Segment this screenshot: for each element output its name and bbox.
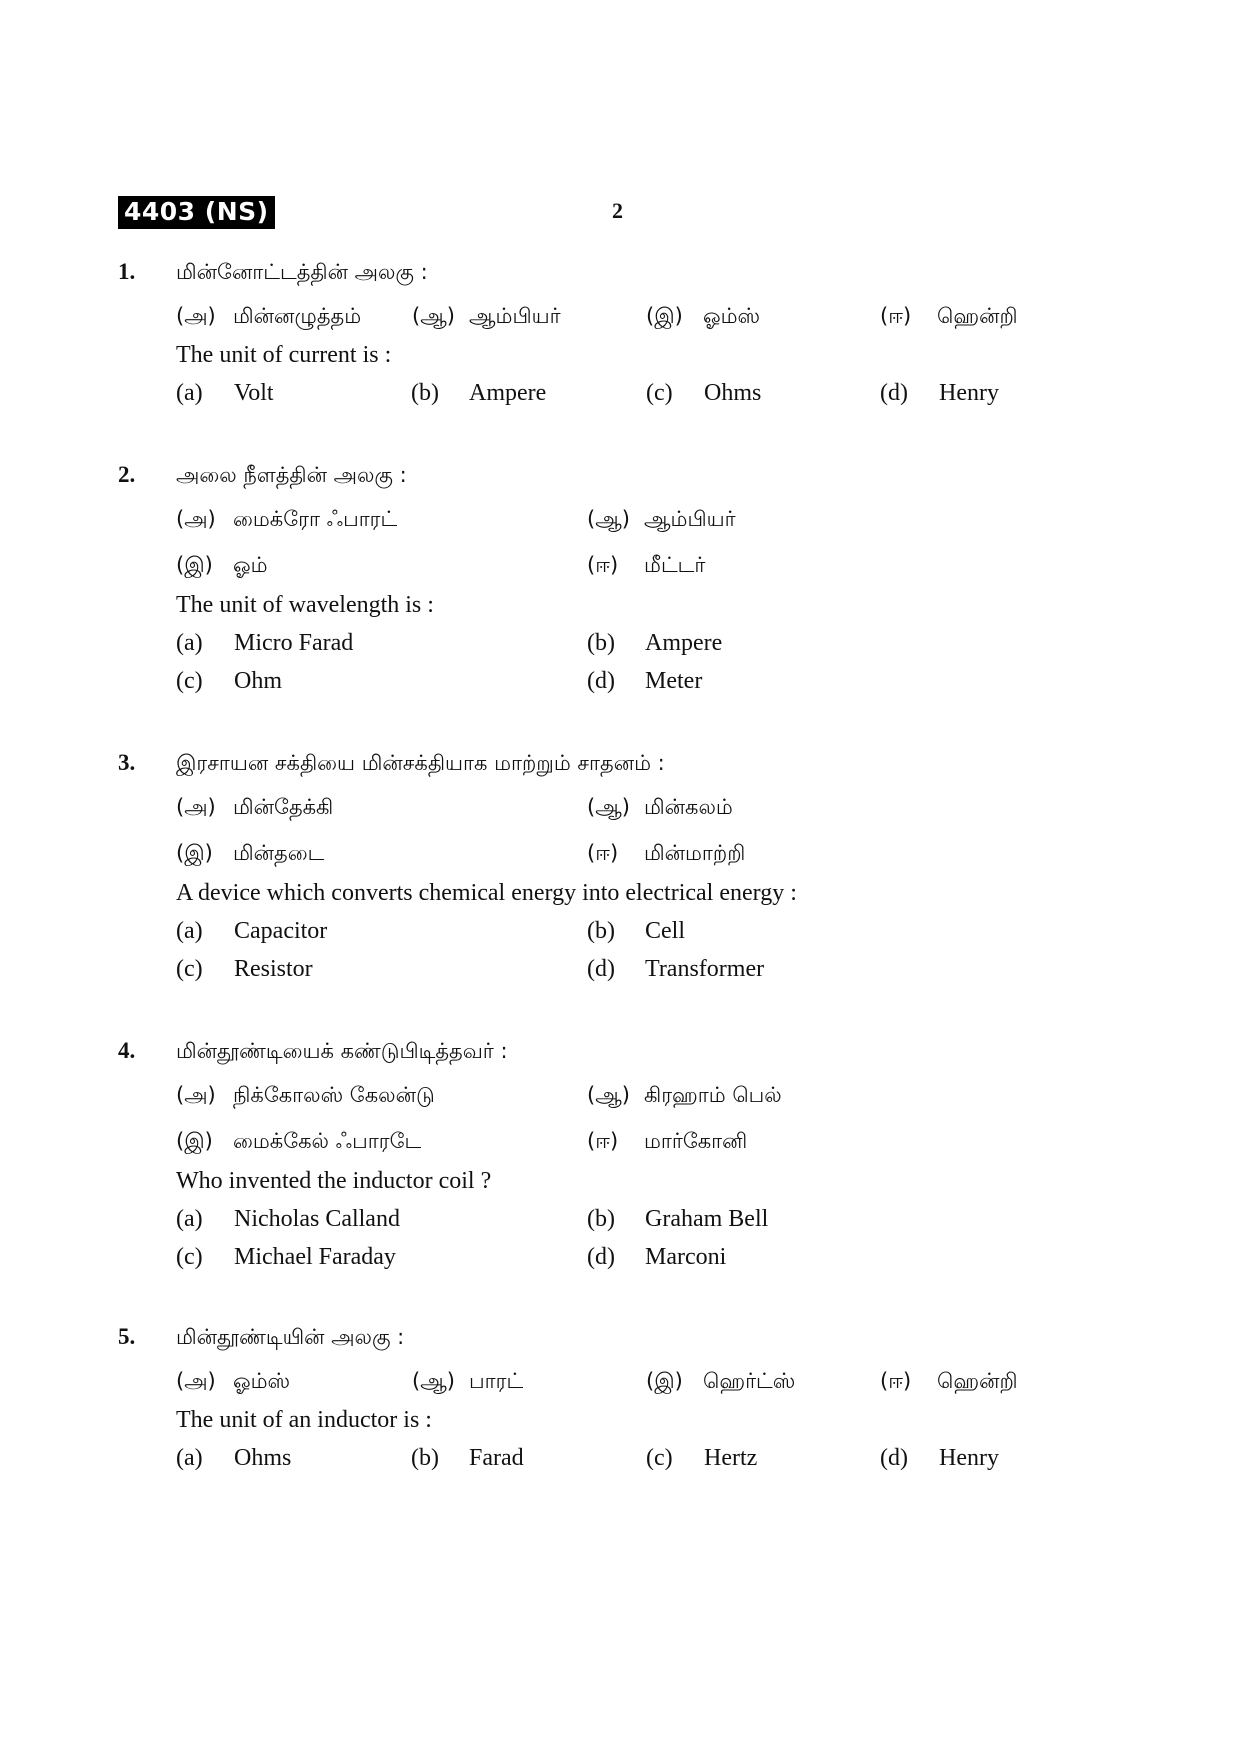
question-number: 5.: [118, 1324, 136, 1349]
option-text: Henry: [939, 1445, 999, 1471]
option-label: (ஆ): [412, 304, 455, 328]
option-label: (a): [176, 1445, 203, 1471]
option-label: (b): [411, 1445, 439, 1471]
option-label: (d): [587, 956, 615, 982]
option-text: Cell: [645, 918, 685, 944]
option-text: மின்தடை: [233, 841, 325, 865]
option-text: Resistor: [234, 956, 313, 982]
option-text: Henry: [939, 380, 999, 406]
option-text: மார்கோனி: [644, 1129, 748, 1153]
option-label: (b): [411, 380, 439, 406]
question-number: 4.: [118, 1038, 136, 1063]
option-text: மின்தேக்கி: [233, 795, 334, 819]
option-text: Ampere: [645, 630, 723, 656]
option-text: பாரட்: [469, 1369, 524, 1393]
option-text: Micro Farad: [234, 630, 354, 656]
option-text: மின்மாற்றி: [644, 841, 746, 865]
question-number: 2.: [118, 462, 136, 487]
english-question: The unit of current is :: [176, 342, 392, 368]
option-label: (ஈ): [587, 1129, 619, 1153]
option-label: (b): [587, 1206, 615, 1232]
option-label: (a): [176, 1206, 203, 1232]
option-label: (d): [880, 380, 908, 406]
english-question: A device which converts chemical energy into electrical energy :: [176, 880, 797, 906]
option-text: Transformer: [645, 956, 765, 982]
option-text: ஹென்றி: [937, 1369, 1018, 1393]
option-text: ஹெர்ட்ஸ்: [703, 1369, 796, 1393]
option-text: மைக்கேல் ஃபாரடே: [233, 1129, 422, 1153]
option-label: (c): [176, 1244, 203, 1270]
option-label: (அ): [176, 304, 216, 328]
option-text: Ohms: [704, 380, 762, 406]
option-label: (d): [587, 668, 615, 694]
option-label: (ஆ): [587, 507, 630, 531]
option-text: Farad: [469, 1445, 524, 1471]
tamil-question: இரசாயன சக்தியை மின்சக்தியாக மாற்றும் சாதனம் :: [176, 751, 665, 775]
option-text: ஆம்பியர்: [644, 507, 736, 531]
option-label: (இ): [646, 1369, 683, 1393]
option-text: Graham Bell: [645, 1206, 769, 1232]
option-text: ஓம்: [233, 553, 268, 577]
question-number: 1.: [118, 259, 136, 284]
option-label: (இ): [646, 304, 683, 328]
option-text: Ohm: [234, 668, 282, 694]
option-text: மைக்ரோ ஃபாரட்: [233, 507, 398, 531]
option-label: (c): [646, 1445, 673, 1471]
option-text: மின்கலம்: [644, 795, 733, 819]
option-text: மின்னழுத்தம்: [233, 304, 362, 328]
option-label: (c): [176, 956, 203, 982]
option-label: (ஈ): [880, 1369, 912, 1393]
paper-code-badge: 4403 (NS): [118, 196, 275, 229]
tamil-question: அலை நீளத்தின் அலகு :: [176, 463, 407, 487]
option-text: Michael Faraday: [234, 1244, 396, 1270]
option-text: நிக்கோலஸ் கேலன்டு: [233, 1083, 435, 1107]
tamil-question: மின்தூண்டியின் அலகு :: [176, 1325, 405, 1349]
option-label: (இ): [176, 841, 213, 865]
english-question: Who invented the inductor coil ?: [176, 1168, 492, 1194]
option-label: (அ): [176, 795, 216, 819]
option-text: Ohms: [234, 1445, 292, 1471]
option-label: (d): [587, 1244, 615, 1270]
page-number: 2: [612, 198, 623, 223]
option-label: (இ): [176, 1129, 213, 1153]
option-text: Hertz: [704, 1445, 758, 1471]
option-text: Ampere: [469, 380, 547, 406]
option-text: Capacitor: [234, 918, 328, 944]
option-label: (a): [176, 630, 203, 656]
option-text: Volt: [234, 380, 274, 406]
option-label: (a): [176, 918, 203, 944]
option-text: கிரஹாம் பெல்: [644, 1083, 782, 1107]
option-text: Marconi: [645, 1244, 727, 1270]
option-label: (d): [880, 1445, 908, 1471]
option-text: மீட்டர்: [644, 553, 706, 577]
option-label: (b): [587, 630, 615, 656]
option-label: (ஈ): [880, 304, 912, 328]
question-number: 3.: [118, 750, 136, 775]
tamil-question: மின்னோட்டத்தின் அலகு :: [176, 260, 428, 284]
option-label: (ஆ): [412, 1369, 455, 1393]
option-text: ஓம்ஸ்: [703, 304, 761, 328]
option-label: (ஈ): [587, 553, 619, 577]
option-text: ஆம்பியர்: [469, 304, 561, 328]
option-label: (c): [646, 380, 673, 406]
option-label: (அ): [176, 1083, 216, 1107]
english-question: The unit of wavelength is :: [176, 592, 434, 618]
option-label: (c): [176, 668, 203, 694]
option-label: (ஆ): [587, 1083, 630, 1107]
option-label: (அ): [176, 1369, 216, 1393]
option-label: (அ): [176, 507, 216, 531]
option-label: (ஈ): [587, 841, 619, 865]
option-label: (a): [176, 380, 203, 406]
option-text: ஹென்றி: [937, 304, 1018, 328]
option-text: ஓம்ஸ்: [233, 1369, 291, 1393]
option-label: (இ): [176, 553, 213, 577]
option-label: (ஆ): [587, 795, 630, 819]
tamil-question: மின்தூண்டியைக் கண்டுபிடித்தவர் :: [176, 1039, 508, 1063]
option-text: Nicholas Calland: [234, 1206, 400, 1232]
english-question: The unit of an inductor is :: [176, 1407, 432, 1433]
option-label: (b): [587, 918, 615, 944]
option-text: Meter: [645, 668, 703, 694]
